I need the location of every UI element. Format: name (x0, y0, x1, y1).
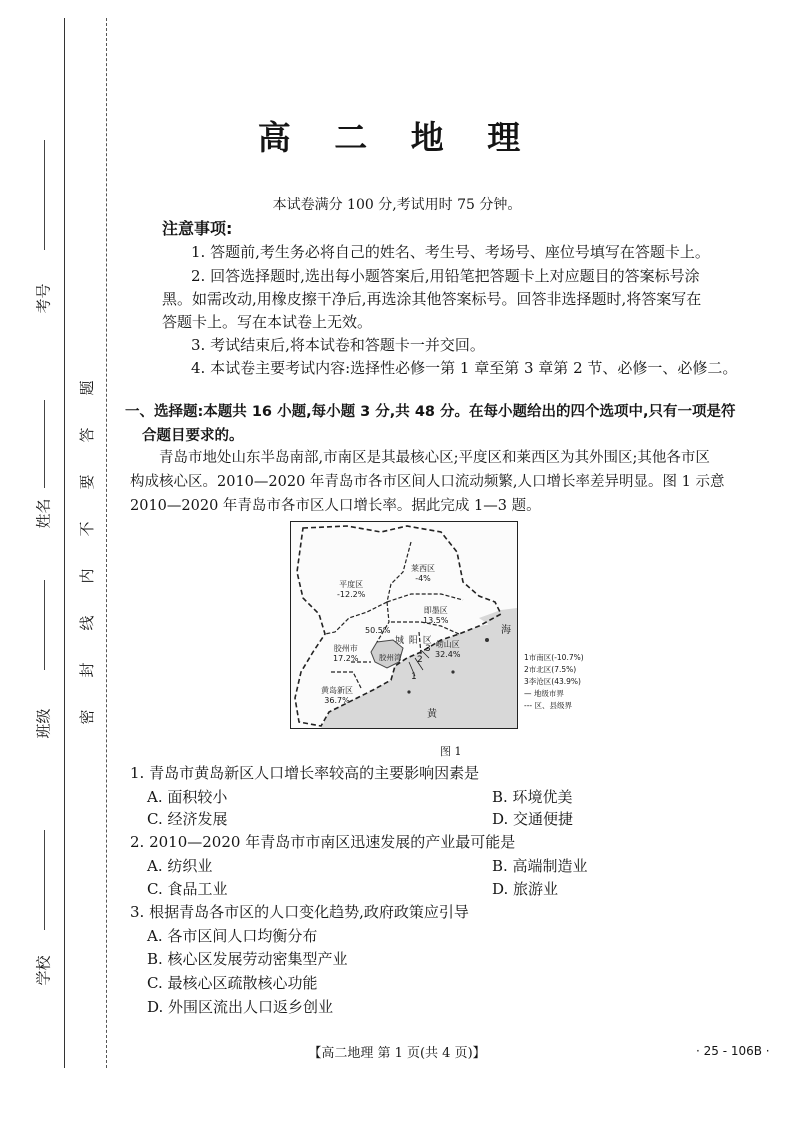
option: C. 最核心区疏散核心功能 (147, 974, 318, 992)
notice-line: 1. 答题前,考生务必将自己的姓名、考生号、考场号、座位号填写在答题卡上。 (191, 243, 710, 261)
map-num-3: 3 (425, 644, 431, 654)
seal-char: 题 (78, 380, 96, 396)
section-heading-line: 合题目要求的。 (142, 428, 244, 444)
school-field-line (44, 830, 45, 930)
legend-item: --- 区、县级界 (524, 701, 573, 710)
notice-line: 4. 本试卷主要考试内容:选择性必修一第 1 章至第 3 章第 2 节、必修一、必修二。 (191, 359, 738, 377)
option: B. 核心区发展劳动密集型产业 (147, 950, 348, 968)
seal-char: 内 (78, 568, 96, 584)
option: C. 经济发展 (147, 810, 228, 828)
name-label: 姓名 (34, 498, 53, 529)
seal-char: 不 (78, 521, 96, 537)
island (485, 638, 489, 642)
class-label: 班级 (34, 708, 53, 739)
section-heading (125, 400, 785, 448)
seal-char: 线 (78, 615, 96, 631)
option: C. 食品工业 (147, 880, 228, 898)
district-rate: 17.2% (333, 654, 359, 663)
district-name: 平度区 (339, 580, 364, 589)
notice-line: 2. 回答选择题时,选出每小题答案后,用铅笔把答题卡上对应题目的答案标号涂 (191, 267, 700, 285)
map-label-sea: 黄 (427, 709, 437, 720)
map-label-jimo (423, 606, 448, 626)
legend-item: 2市北区(7.5%) (524, 665, 577, 674)
district-rate: 32.4% (435, 650, 461, 659)
legend-item: 3李沧区(43.9%) (524, 677, 581, 686)
page-footer: 【高二地理 第 1 页(共 4 页)】 (308, 1046, 486, 1061)
class-field-line (44, 580, 45, 670)
district-rate: 13.5% (423, 616, 449, 625)
notice-line: 黑。如需改动,用橡皮擦干净后,再选涂其他答案标号。回答非选择题时,将答案写在 (162, 290, 702, 308)
binding-solid-line (64, 18, 65, 1068)
notice-heading: 注意事项: (162, 219, 233, 238)
option: D. 旅游业 (492, 880, 559, 898)
question-stem: 2. 2010—2020 年青岛市市南区迅速发展的产业最可能是 (130, 833, 516, 851)
option: A. 面积较小 (147, 788, 228, 806)
question-stem: 3. 根据青岛各市区的人口变化趋势,政府政策应引导 (130, 903, 469, 921)
binding-dashed-line (106, 18, 107, 1068)
map-label-jiaozhou (333, 644, 358, 664)
school-label: 学校 (34, 955, 53, 986)
option: A. 各市区间人口均衡分布 (147, 927, 318, 945)
paper-title: 高 二 地 理 (257, 118, 537, 157)
map-label-jiaozhouwan: 胶州湾 (379, 653, 402, 662)
district-rate: -4% (415, 574, 431, 583)
option: D. 交通便捷 (492, 810, 574, 828)
option: B. 高端制造业 (492, 857, 588, 875)
seal-char: 要 (78, 474, 96, 490)
intro-line: 构成核心区。2010—2020 年青岛市各市区间人口流动频繁,人口增长率差异明显。图 1 示意 (130, 474, 725, 490)
seal-char: 封 (78, 662, 96, 678)
map-label-chengyang-rate: 50.5% (365, 626, 391, 635)
map-label-sea: 海 (501, 625, 511, 636)
district-boundary (387, 542, 411, 602)
exam-no-label: 考号 (34, 283, 53, 314)
district-name: 崂山区 (435, 640, 460, 649)
district-boundary (387, 594, 463, 602)
district-name: 即墨区 (423, 606, 448, 615)
map-label-chengyang: 城 阳 区 (395, 636, 433, 646)
district-name: 胶州市 (333, 644, 358, 653)
district-rate: -12.2% (337, 590, 366, 599)
legend-item: 1市南区(-10.7%) (524, 653, 584, 662)
paper-code: · 25 - 106B · (696, 1044, 770, 1058)
seal-char: 密 (78, 709, 96, 725)
section-heading-line: 一、选择题:本题共 16 小题,每小题 3 分,共 48 分。在每小题给出的四个选项中,只有一项是符 (125, 404, 736, 420)
option: B. 环境优美 (492, 788, 573, 806)
district-boundary (331, 662, 371, 688)
notice-line: 答题卡上。写在本试卷上无效。 (162, 313, 373, 331)
legend-item: — 地级市界 (524, 689, 564, 698)
map-label-laoshan (435, 640, 460, 660)
district-boundary (377, 602, 389, 642)
option: D. 外围区流出人口返乡创业 (147, 998, 334, 1016)
map-legend (524, 652, 584, 712)
paper-subtitle: 本试卷满分 100 分,考试用时 75 分钟。 (272, 197, 522, 213)
map-num-1: 1 (411, 672, 417, 682)
question-stem: 1. 青岛市黄岛新区人口增长率较高的主要影响因素是 (130, 764, 480, 782)
district-name: 莱西区 (411, 564, 435, 573)
qingdao-map (290, 521, 518, 729)
seal-warning (76, 378, 98, 727)
option: A. 纺织业 (147, 857, 213, 875)
seal-char: 答 (78, 427, 96, 443)
map-num-2: 2 (417, 655, 423, 665)
intro-line: 青岛市地处山东半岛南部,市南区是其最核心区;平度区和莱西区为其外围区;其他各市区 (159, 450, 710, 466)
notice-line: 3. 考试结束后,将本试卷和答题卡一并交回。 (191, 336, 485, 354)
district-rate: 36.7% (324, 696, 350, 705)
map-label-huangdao (321, 686, 353, 706)
question-intro (130, 446, 770, 518)
island (407, 690, 410, 693)
name-field-line (44, 400, 45, 488)
district-name: 黄岛新区 (321, 686, 353, 695)
map-label-pingdu (337, 580, 365, 600)
island (451, 670, 454, 673)
intro-line: 2010—2020 年青岛市各市区人口增长率。据此完成 1—3 题。 (130, 498, 541, 514)
map-label-laixi (411, 564, 435, 584)
figure-caption: 图 1 (440, 745, 462, 758)
